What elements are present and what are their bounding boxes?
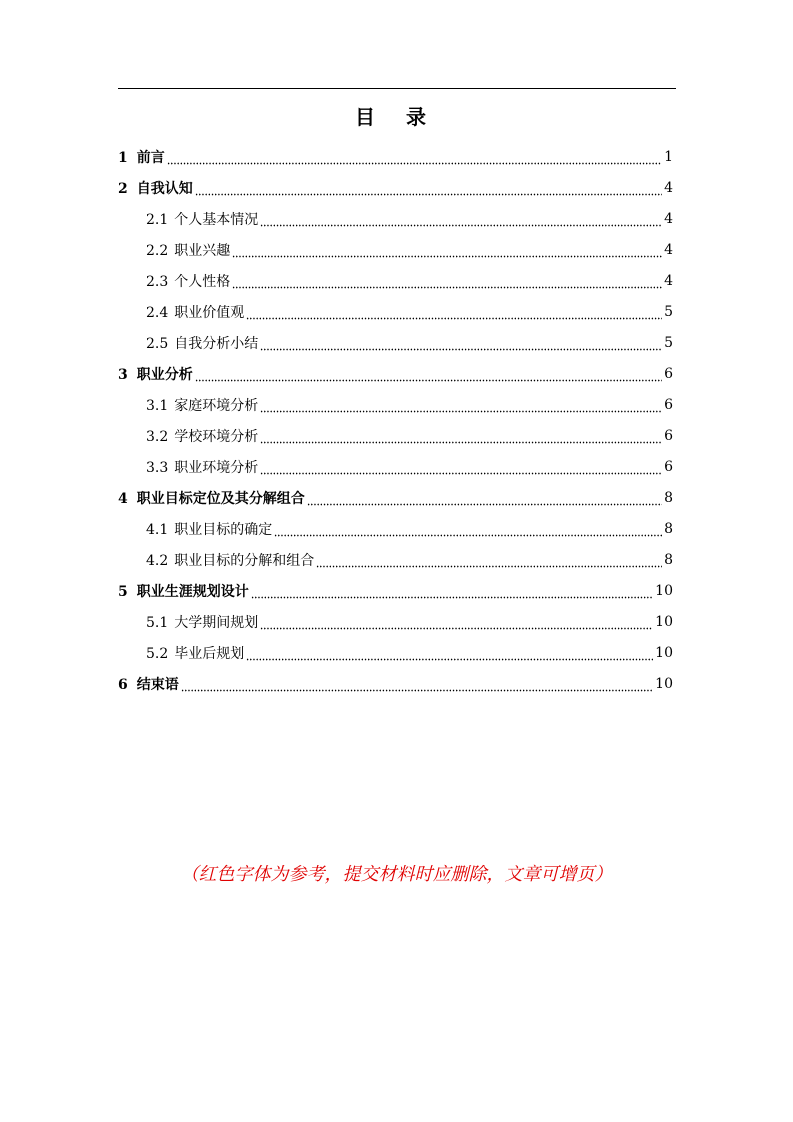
toc-entry-number: 4.1 bbox=[146, 521, 169, 538]
toc-entry-text bbox=[118, 674, 179, 694]
header-rule bbox=[118, 88, 676, 89]
toc-entry-text bbox=[118, 364, 193, 384]
toc-entry[interactable] bbox=[118, 606, 673, 637]
toc-entry-text bbox=[146, 457, 258, 477]
toc-entry-label: 结束语 bbox=[136, 676, 179, 693]
toc-entry[interactable] bbox=[118, 451, 673, 482]
toc-entry-label: 职业生涯规划设计 bbox=[136, 583, 249, 600]
toc-entry-label: 职业目标定位及其分解组合 bbox=[136, 490, 305, 507]
dot-leader bbox=[232, 281, 662, 289]
toc-entry[interactable] bbox=[118, 482, 673, 513]
toc-entry[interactable] bbox=[118, 296, 673, 327]
toc-entry-label: 职业兴趣 bbox=[174, 242, 231, 259]
dot-leader bbox=[246, 312, 662, 320]
toc-entry-text bbox=[146, 519, 272, 539]
toc-entry-label: 毕业后规划 bbox=[174, 645, 245, 662]
toc-entry-text bbox=[146, 240, 230, 260]
toc-entry[interactable] bbox=[118, 203, 673, 234]
toc-entry-page: 6 bbox=[664, 396, 673, 413]
dot-leader bbox=[195, 374, 662, 382]
toc-entry-label: 自我认知 bbox=[136, 180, 193, 197]
toc-entry-number: 5 bbox=[118, 583, 128, 600]
toc-entry-number: 6 bbox=[118, 676, 128, 693]
toc-entry-number: 2.4 bbox=[146, 304, 169, 321]
red-note: （红色字体为参考，提交材料时应删除，文章可增页） bbox=[180, 864, 613, 885]
toc-entry-page: 4 bbox=[664, 210, 673, 227]
toc-entry-text bbox=[146, 395, 258, 415]
toc-entry-label: 个人性格 bbox=[174, 273, 231, 290]
toc-entry-page: 8 bbox=[664, 551, 673, 568]
toc-entry-text bbox=[146, 550, 314, 570]
dot-leader bbox=[260, 467, 662, 475]
dot-leader bbox=[260, 405, 662, 413]
toc-entry-number: 4 bbox=[118, 490, 128, 507]
toc-entry-page: 10 bbox=[655, 675, 673, 692]
toc-entry-number: 3.2 bbox=[146, 428, 169, 445]
dot-leader bbox=[316, 560, 662, 568]
toc-entry-label: 家庭环境分析 bbox=[174, 397, 259, 414]
toc-title: 目 录 bbox=[355, 105, 438, 129]
dot-leader bbox=[167, 157, 662, 165]
toc-entry-text bbox=[146, 426, 258, 446]
dot-leader bbox=[274, 529, 662, 537]
toc-entry-page: 4 bbox=[664, 272, 673, 289]
toc-entry-number: 5.2 bbox=[146, 645, 169, 662]
toc-entry[interactable] bbox=[118, 420, 673, 451]
toc-entry-page: 1 bbox=[664, 148, 673, 165]
dot-leader bbox=[307, 498, 662, 506]
dot-leader bbox=[232, 250, 662, 258]
toc-entry-number: 3.1 bbox=[146, 397, 169, 414]
toc-entry-label: 个人基本情况 bbox=[174, 211, 259, 228]
toc-entry-page: 8 bbox=[664, 489, 673, 506]
toc-entry-page: 6 bbox=[664, 458, 673, 475]
toc-entry-text bbox=[118, 147, 165, 167]
toc-entry[interactable] bbox=[118, 172, 673, 203]
toc-entry-label: 职业环境分析 bbox=[174, 459, 259, 476]
toc-entry-label: 职业目标的确定 bbox=[174, 521, 273, 538]
toc-entry-page: 10 bbox=[655, 582, 673, 599]
toc-entry-number: 2.2 bbox=[146, 242, 169, 259]
toc-entry-number: 3 bbox=[118, 366, 128, 383]
dot-leader bbox=[181, 684, 653, 692]
dot-leader bbox=[246, 653, 653, 661]
toc-entry-label: 学校环境分析 bbox=[174, 428, 259, 445]
toc-entry[interactable] bbox=[118, 327, 673, 358]
toc-entry-page: 8 bbox=[664, 520, 673, 537]
toc-entry-page: 5 bbox=[664, 303, 673, 320]
toc-entry[interactable] bbox=[118, 358, 673, 389]
toc-entry-label: 职业目标的分解和组合 bbox=[174, 552, 315, 569]
toc-entry-text bbox=[146, 333, 258, 353]
toc-entry[interactable] bbox=[118, 544, 673, 575]
toc-entry[interactable] bbox=[118, 575, 673, 606]
toc-entry-page: 10 bbox=[655, 613, 673, 630]
dot-leader bbox=[251, 591, 653, 599]
toc-entry-page: 6 bbox=[664, 427, 673, 444]
dot-leader bbox=[260, 436, 662, 444]
toc-entry-label: 职业价值观 bbox=[174, 304, 245, 321]
toc-entry-number: 2.5 bbox=[146, 335, 169, 352]
toc-entry-page: 10 bbox=[655, 644, 673, 661]
toc-entry[interactable] bbox=[118, 637, 673, 668]
toc-entry[interactable] bbox=[118, 389, 673, 420]
toc-entry-text bbox=[118, 488, 305, 508]
dot-leader bbox=[260, 343, 662, 351]
dot-leader bbox=[260, 219, 662, 227]
dot-leader bbox=[260, 622, 653, 630]
toc-entry-text bbox=[146, 209, 258, 229]
toc-entry-text bbox=[118, 178, 193, 198]
dot-leader bbox=[195, 188, 662, 196]
toc-entry-page: 4 bbox=[664, 241, 673, 258]
toc-entry-number: 5.1 bbox=[146, 614, 169, 631]
toc-entry-page: 5 bbox=[664, 334, 673, 351]
toc-entry[interactable] bbox=[118, 234, 673, 265]
toc-entry-number: 2.3 bbox=[146, 273, 169, 290]
toc-entry-label: 自我分析小结 bbox=[174, 335, 259, 352]
toc-entry-number: 3.3 bbox=[146, 459, 169, 476]
toc-entry-label: 前言 bbox=[136, 149, 165, 166]
toc-entry-text bbox=[146, 612, 258, 632]
toc-entry-text bbox=[146, 643, 244, 663]
toc-entry[interactable] bbox=[118, 265, 673, 296]
toc-entry[interactable] bbox=[118, 513, 673, 544]
table-of-contents bbox=[118, 141, 673, 699]
toc-entry-text bbox=[146, 271, 230, 291]
toc-entry[interactable] bbox=[118, 668, 673, 699]
toc-entry-number: 2.1 bbox=[146, 211, 169, 228]
toc-entry-number: 4.2 bbox=[146, 552, 169, 569]
toc-entry-label: 大学期间规划 bbox=[174, 614, 259, 631]
toc-entry-number: 2 bbox=[118, 180, 128, 197]
toc-entry-label: 职业分析 bbox=[136, 366, 193, 383]
toc-entry-text bbox=[146, 302, 244, 322]
toc-entry-number: 1 bbox=[118, 149, 128, 166]
toc-entry[interactable] bbox=[118, 141, 673, 172]
toc-entry-page: 4 bbox=[664, 179, 673, 196]
toc-entry-text bbox=[118, 581, 249, 601]
toc-entry-page: 6 bbox=[664, 365, 673, 382]
